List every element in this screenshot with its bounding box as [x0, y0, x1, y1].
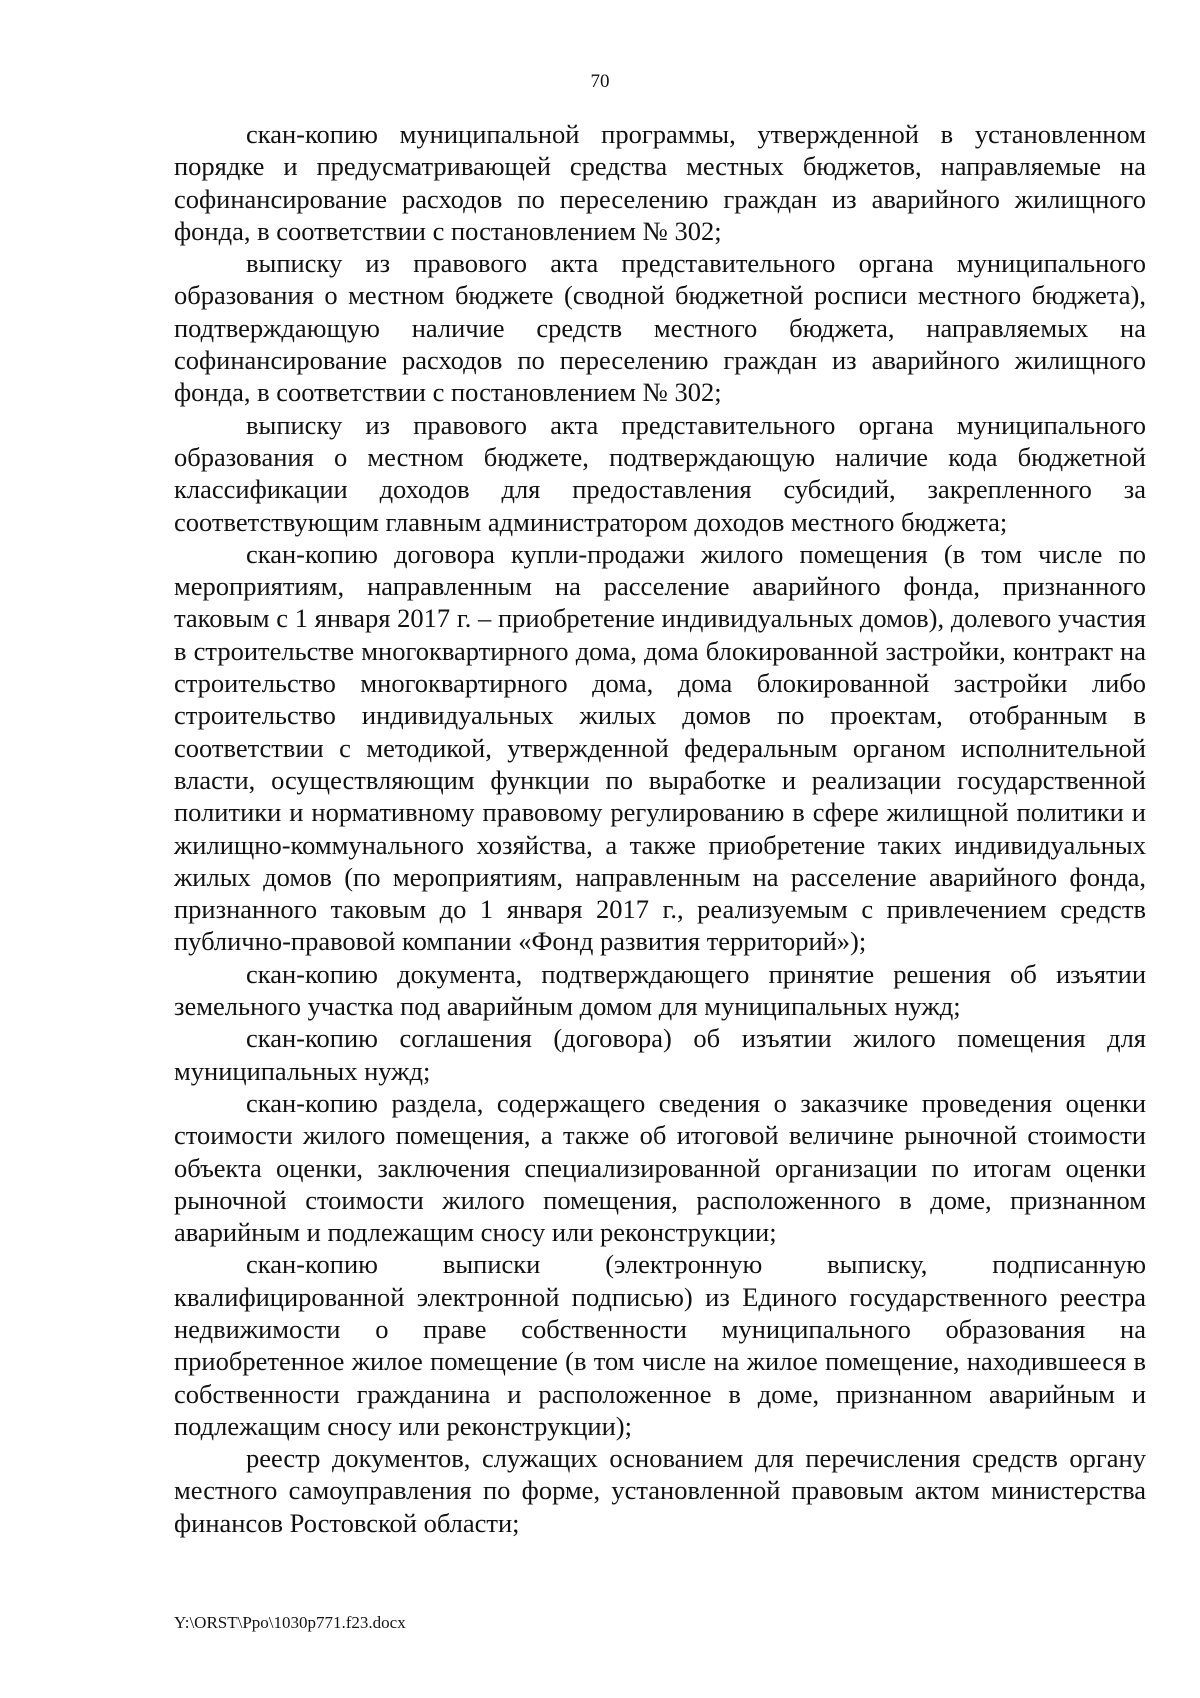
document-body — [174, 118, 1146, 1539]
paragraph: скан-копию выписки (электронную выписку, подписанную квалифицированной электронной подписью) из Единого государственного реестра недвижимости о праве собственности муниципального образования на приобретенное жилое помещение (в том числе на жилое помещение, находившееся в собственности гражданина и расположенное в доме, признанном аварийным и подлежащим сносу или реконструкции); — [174, 1249, 1146, 1441]
paragraph: выписку из правового акта представительного органа муниципального образования о местном бюджете (сводной бюджетной росписи местного бюджета), подтверждающую наличие средств местного бюджета, направляемых на софинансирование расходов по переселению граждан из аварийного жилищного фонда, в соответствии с постановлением № 302; — [174, 248, 1146, 408]
paragraph: реестр документов, служащих основанием для перечисления средств органу местного самоуправления по форме, установленной правовым актом министерства финансов Ростовской области; — [174, 1443, 1146, 1538]
paragraph: выписку из правового акта представительного органа муниципального образования о местном бюджете, подтверждающую наличие кода бюджетной классификации доходов для предоставления субсидий, закрепленного за соответствующим главным администратором доходов местного бюджета; — [174, 409, 1146, 537]
paragraph: скан-копию муниципальной программы, утвержденной в установленном порядке и предусматривающей средства местных бюджетов, направляемые на софинансирование расходов по переселению граждан из аварийного жилищного фонда, в соответствии с постановлением № 302; — [174, 119, 1146, 246]
paragraph: скан-копию документа, подтверждающего принятие решения об изъятии земельного участка под аварийным домом для муниципальных нужд; — [174, 958, 1146, 1022]
file-path-footer: Y:\ORST\Ppo\1030p771.f23.docx — [174, 1613, 406, 1632]
paragraph: скан-копию соглашения (договора) об изъятии жилого помещения для муниципальных нужд; — [174, 1023, 1146, 1086]
paragraph: скан-копию раздела, содержащего сведения о заказчике проведения оценки стоимости жилого помещения, а также об итоговой величине рыночной стоимости объекта оценки, заключения специализированной организации по итогам оценки рыночной стоимости жилого помещения, расположенного в доме, признанном аварийным и подлежащим сносу или реконструкции; — [174, 1087, 1146, 1248]
page-number: 70 — [590, 71, 610, 92]
paragraph: скан-копию договора купли-продажи жилого помещения (в том числе по мероприятиям, направленным на расселение аварийного фонда, признанного таковым с 1 января 2017 г. – приобретение индивидуальных домов), долевого участия в строительстве многоквартирного дома, дома блокированной застройки, контракт на строительство многоквартирного дома, дома блокированной застройки либо строительство индивидуальных жилых домов по проектам, отобранным в соответствии с методикой, утвержденной федеральным органом исполнительной власти, осуществляющим функции по выработке и реализации государственной политики и нормативному правовому регулированию в сфере жилищной политики и жилищно-коммунального хозяйства, а также приобретение таких индивидуальных жилых домов (по мероприятиям, направленным на расселение аварийного фонда, признанного таковым до 1 января 2017 г., реализуемым с привлечением средств публично-правовой компании «Фонд развития территорий»); — [174, 538, 1146, 957]
